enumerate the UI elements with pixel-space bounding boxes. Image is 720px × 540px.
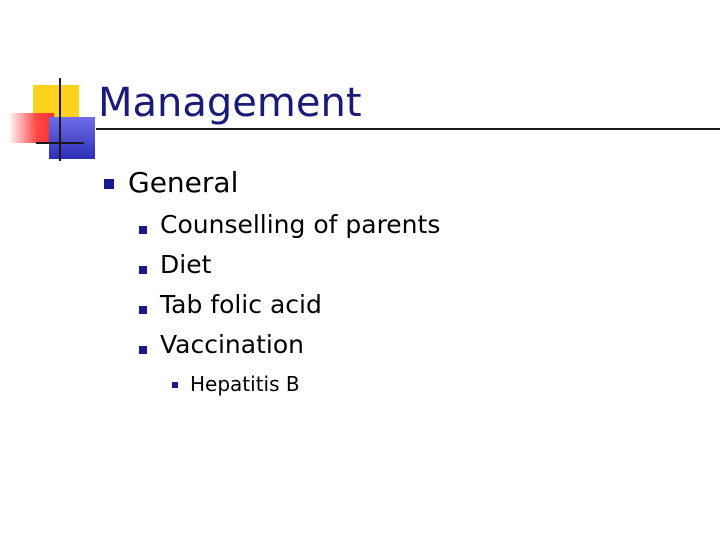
bullet-square-icon <box>139 306 147 314</box>
list-item: Diet <box>160 250 212 279</box>
slide-title: Management <box>98 80 362 126</box>
bullet-square-icon <box>172 382 178 388</box>
decor-red-square <box>10 113 54 143</box>
list-item: Tab folic acid <box>160 290 322 319</box>
decor-blue-square <box>49 117 95 159</box>
bullet-square-icon <box>139 226 147 234</box>
heading-general: General <box>128 166 239 199</box>
list-item: Vaccination <box>160 330 304 359</box>
title-underline <box>96 128 720 130</box>
bullet-square-icon <box>104 179 114 189</box>
bullet-square-icon <box>139 346 147 354</box>
decor-horizontal-line <box>36 142 84 144</box>
decor-vertical-line <box>59 78 61 161</box>
list-item: Counselling of parents <box>160 210 441 239</box>
sub-list-item: Hepatitis B <box>190 372 300 396</box>
bullet-square-icon <box>139 266 147 274</box>
